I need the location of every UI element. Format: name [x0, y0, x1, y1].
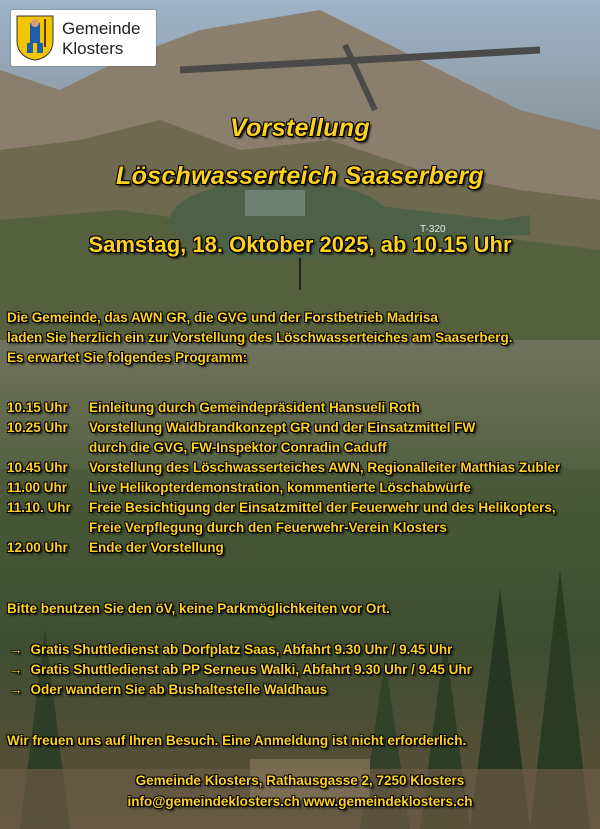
footer-address: Gemeinde Klosters, Rathausgasse 2, 7250 Klosters — [135, 773, 465, 788]
program-list — [7, 398, 560, 558]
arrow-right-icon: → — [9, 662, 23, 677]
program-row — [7, 458, 560, 478]
program-time: 11.10. Uhr — [7, 500, 71, 515]
program-time: 10.15 Uhr — [7, 400, 68, 415]
program-row — [7, 418, 560, 438]
event-date: Samstag, 18. Oktober 2025, ab 10.15 Uhr — [88, 232, 512, 257]
closing-note: Wir freuen uns auf Ihren Besuch. Eine Anmeldung ist nicht erforderlich. — [7, 733, 467, 748]
arrow-right-icon: → — [9, 682, 23, 697]
program-time: 10.25 Uhr — [7, 420, 68, 435]
program-description: Freie Besichtigung der Einsatzmittel der Feuerwehr und des Helikopters, — [89, 500, 556, 515]
program-time — [7, 438, 89, 458]
program-description: Vorstellung Waldbrandkonzept GR und der Einsatzmittel FW — [89, 420, 476, 435]
intro-line: Es erwartet Sie folgendes Programm: — [7, 350, 248, 365]
footer-contact — [0, 770, 600, 812]
invitation-text — [7, 308, 512, 368]
transport-note: Bitte benutzen Sie den öV, keine Parkmöglichkeiten vor Ort. — [7, 601, 390, 616]
arrow-right-icon: → — [9, 642, 23, 657]
program-description: Freie Verpflegung durch den Feuerwehr-Verein Klosters — [89, 520, 447, 535]
program-description: Live Helikopterdemonstration, kommentierte Löschabwürfe — [89, 480, 471, 495]
program-description: Ende der Vorstellung — [89, 540, 224, 555]
shuttle-item — [9, 640, 472, 660]
footer-contact-line: info@gemeindeklosters.ch www.gemeindeklosters.ch — [127, 794, 473, 809]
intro-line: laden Sie herzlich ein zur Vorstellung des Löschwasserteiches am Saaserberg. — [7, 330, 513, 345]
program-row — [7, 398, 560, 418]
program-description: Vorstellung des Löschwasserteiches AWN, Regionalleiter Matthias Zubler — [89, 460, 561, 475]
shuttle-text: Gratis Shuttledienst ab PP Serneus Walki, Abfahrt 9.30 Uhr / 9.45 Uhr — [30, 662, 472, 677]
shuttle-text: Gratis Shuttledienst ab Dorfplatz Saas, Abfahrt 9.30 Uhr / 9.45 Uhr — [30, 642, 453, 657]
shuttle-text: Oder wandern Sie ab Bushaltestelle Waldhaus — [30, 682, 328, 697]
program-row — [7, 478, 560, 498]
logo-text — [62, 19, 140, 59]
program-time: 11.00 Uhr — [7, 480, 68, 495]
shuttle-item — [9, 660, 472, 680]
program-row — [7, 518, 560, 538]
program-time: 12.00 Uhr — [7, 540, 68, 555]
program-row — [7, 438, 560, 458]
municipality-logo — [11, 10, 156, 66]
program-time — [7, 518, 89, 538]
program-row — [7, 498, 560, 518]
program-row — [7, 538, 560, 558]
helicopter-marking: T-320 — [420, 224, 446, 235]
logo-line-2: Klosters — [62, 39, 124, 58]
headline-line-2: Löschwasserteich Saaserberg — [116, 162, 484, 190]
shuttle-item — [9, 680, 472, 700]
program-time: 10.45 Uhr — [7, 460, 68, 475]
coat-of-arms-icon — [16, 15, 54, 61]
headline-line-1: Vorstellung — [230, 114, 370, 142]
intro-line: Die Gemeinde, das AWN GR, die GVG und der Forstbetrieb Madrisa — [7, 310, 438, 325]
program-description: durch die GVG, FW-Inspektor Conradin Caduff — [89, 440, 387, 455]
program-description: Einleitung durch Gemeindepräsident Hansueli Roth — [89, 400, 420, 415]
shuttle-list — [9, 640, 472, 700]
logo-line-1: Gemeinde — [62, 19, 141, 38]
